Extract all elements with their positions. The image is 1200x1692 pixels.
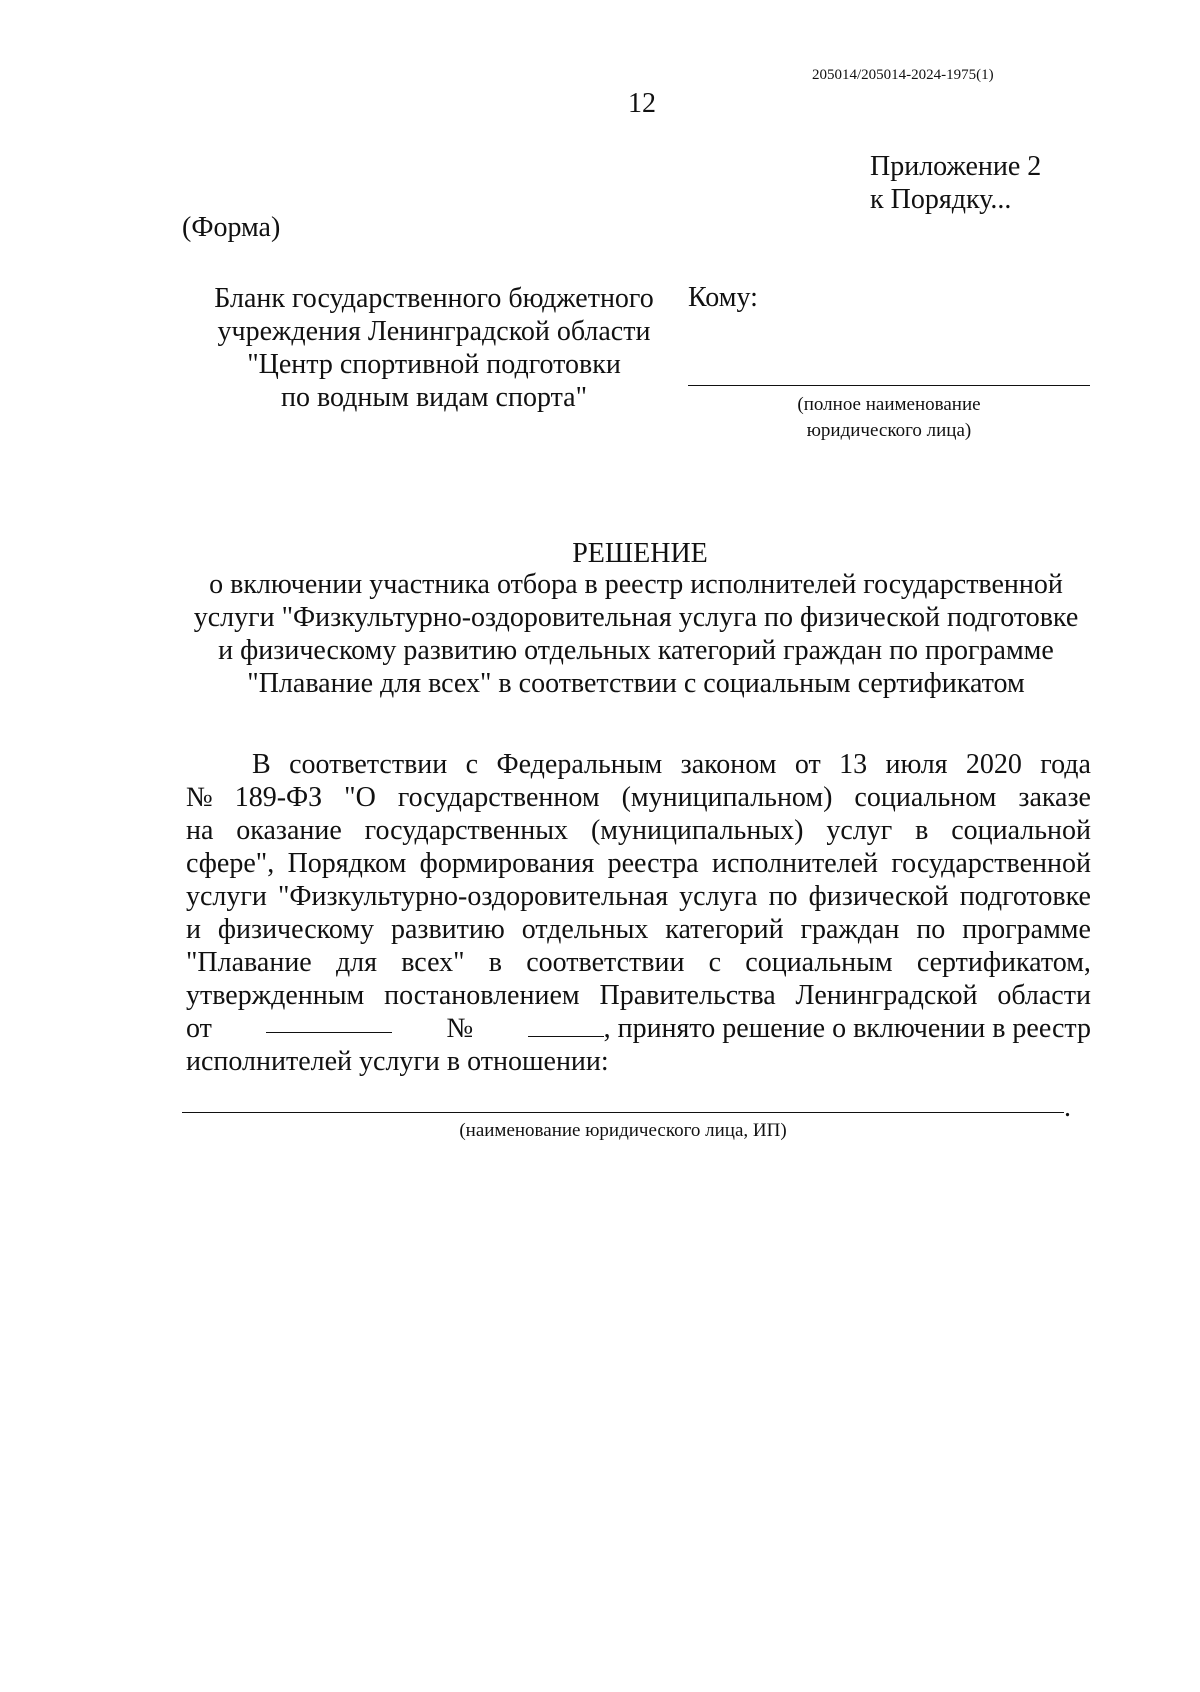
decision-subtitle: [180, 568, 1092, 700]
page-number: 12: [628, 88, 656, 119]
body-word: всех": [401, 947, 465, 978]
body-word: государственной: [891, 848, 1091, 879]
body-word: Правительства: [599, 980, 776, 1011]
body-word: (муниципальных): [590, 815, 804, 846]
form-label: (Форма): [182, 212, 281, 243]
body-word: от: [794, 749, 821, 780]
number-sign: №: [446, 1013, 474, 1044]
body-word: в: [488, 947, 503, 978]
body-word: государственных: [364, 815, 569, 846]
body-word: услуга: [679, 881, 758, 912]
appendix-reference: [870, 150, 1041, 216]
body-line: [186, 946, 1091, 979]
addressee-label: Кому:: [688, 282, 758, 313]
body-word: развитию: [390, 914, 505, 945]
number-blank: [528, 1016, 604, 1037]
body-word: граждан: [800, 914, 900, 945]
body-word: физической: [808, 881, 949, 912]
body-word: отдельных: [521, 914, 649, 945]
body-word: в: [915, 815, 929, 846]
appendix-line-2: к Порядку...: [870, 184, 1012, 215]
body-word: по: [916, 914, 946, 945]
body-word: постановлением: [384, 980, 580, 1011]
body-word: подготовке: [959, 881, 1091, 912]
from-label: от: [186, 1013, 212, 1044]
body-paragraph: [186, 748, 1091, 1078]
body-word: социальной: [951, 815, 1091, 846]
entity-blank-line: [182, 1112, 1064, 1113]
body-word: области: [997, 980, 1091, 1011]
decision-title: РЕШЕНИЕ: [572, 538, 708, 569]
body-word: №: [186, 782, 213, 813]
number-group: [528, 1012, 1091, 1045]
addressee-blank-line: [688, 385, 1090, 386]
letterhead: [204, 282, 664, 414]
body-word: категорий: [665, 914, 784, 945]
body-word: сфере",: [186, 848, 275, 879]
body-line: [186, 781, 1091, 814]
subtitle-line: услуги "Физкультурно-оздоровительная услуга по физической подготовке: [193, 602, 1079, 633]
body-word: государственном: [397, 782, 600, 813]
body-word: исполнителей: [711, 848, 879, 879]
body-line: [186, 979, 1091, 1012]
body-word: 189-ФЗ: [234, 782, 323, 813]
body-word: утвержденным: [186, 980, 365, 1011]
body-line: [186, 913, 1091, 946]
decision-clause: , принято решение о включении в реестр: [603, 1013, 1091, 1044]
body-word: для: [335, 947, 378, 978]
body-word: "Плавание: [186, 947, 312, 978]
body-word: (муниципальном): [621, 782, 833, 813]
letterhead-line: учреждения Ленинградской области: [217, 316, 651, 347]
entity-caption: (наименование юридического лица, ИП): [459, 1120, 787, 1141]
body-word: июля: [885, 749, 948, 780]
body-word: формирования: [419, 848, 595, 879]
body-word: на: [186, 815, 214, 846]
body-word: соответствии: [526, 947, 685, 978]
body-word: услуги: [186, 881, 267, 912]
body-line: [186, 748, 1091, 781]
body-line: [186, 880, 1091, 913]
body-word: социальным: [745, 947, 893, 978]
body-word: заказе: [1018, 782, 1091, 813]
body-word: Федеральным: [496, 749, 663, 780]
subtitle-line: о включении участника отбора в реестр исполнителей государственной: [209, 569, 1063, 600]
body-word: сертификатом,: [916, 947, 1091, 978]
body-word: с: [708, 947, 722, 978]
body-word: услуг: [826, 815, 893, 846]
body-word: В: [252, 749, 271, 780]
addressee-caption: [688, 392, 1090, 444]
letterhead-line: Бланк государственного бюджетного: [214, 283, 654, 314]
body-word: Ленинградской: [795, 980, 978, 1011]
body-word: "О: [344, 782, 376, 813]
letterhead-line: "Центр спортивной подготовки: [247, 349, 621, 380]
date-blank: [266, 1012, 392, 1033]
subtitle-line: и физическому развитию отдельных категорий граждан по программе: [218, 635, 1054, 666]
body-word: программе: [962, 914, 1091, 945]
entity-terminator: .: [1064, 1092, 1071, 1123]
body-word: социальном: [854, 782, 997, 813]
appendix-line-1: Приложение 2: [870, 151, 1042, 182]
body-word: 13: [839, 749, 868, 780]
body-word: Порядком: [287, 848, 407, 879]
body-word: соответствии: [289, 749, 448, 780]
body-word: года: [1040, 749, 1091, 780]
body-word: физическому: [217, 914, 375, 945]
letterhead-line: по водным видам спорта": [280, 382, 588, 413]
body-word: с: [465, 749, 479, 780]
body-word: 2020: [965, 749, 1022, 780]
body-line-date-number: [186, 1012, 1091, 1045]
body-line: исполнителей услуги в отношении:: [186, 1046, 609, 1077]
body-word: "Физкультурно-оздоровительная: [277, 881, 669, 912]
body-word: законом: [680, 749, 777, 780]
body-word: оказание: [236, 815, 342, 846]
body-word: реестра: [607, 848, 699, 879]
subtitle-line: "Плавание для всех" в соответствии с социальным сертификатом: [247, 668, 1025, 699]
addressee-caption-line: юридического лица): [806, 420, 972, 441]
document-id: 205014/205014-2024-1975(1): [812, 67, 994, 83]
body-word: и: [186, 914, 201, 945]
body-word: по: [768, 881, 798, 912]
body-line: [186, 814, 1091, 847]
body-line: [186, 847, 1091, 880]
addressee-caption-line: (полное наименование: [797, 394, 981, 415]
